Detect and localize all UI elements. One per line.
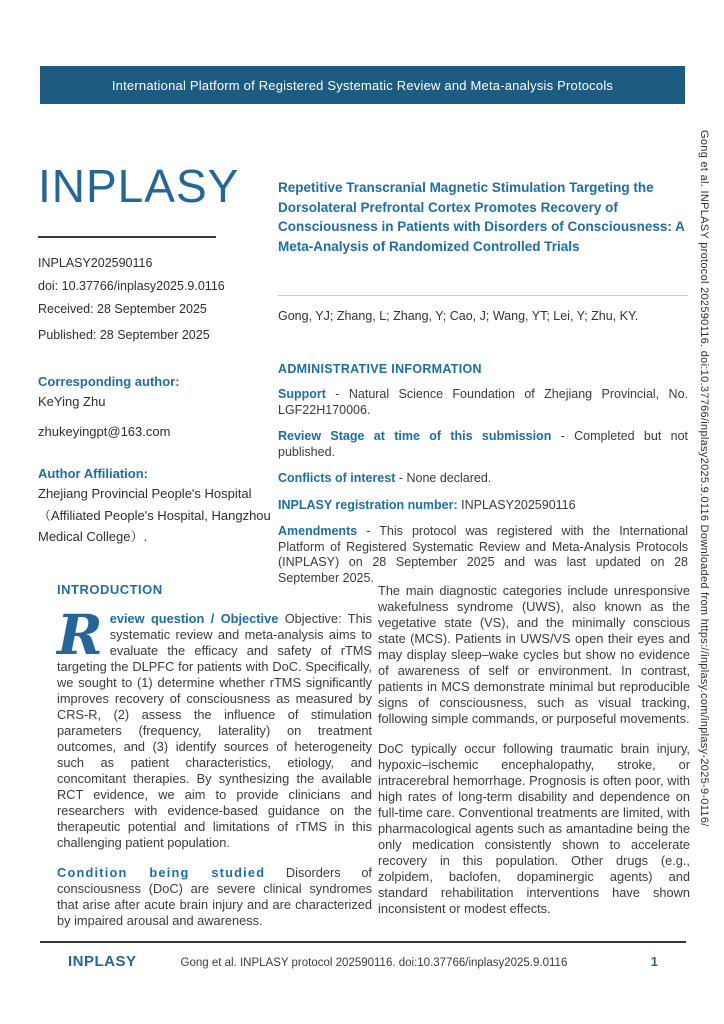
introduction-heading: INTRODUCTION: [57, 582, 163, 597]
journal-banner: [40, 66, 685, 104]
article-title: Repetitive Transcranial Magnetic Stimulation Targeting the Dorsolateral Prefrontal Cortex Promotes Recovery of Consciousness in Patients with Disorders of Consciousness: A Meta-Analysis of Randomized Controlled Trials: [278, 180, 685, 254]
registration-number-paragraph: [278, 498, 688, 514]
corresponding-author-name: KeYing Zhu: [38, 394, 106, 409]
conflicts-paragraph: [278, 471, 688, 487]
left-column: [38, 160, 272, 548]
journal-banner-text: International Platform of Registered Systematic Review and Meta-analysis Protocols: [111, 77, 614, 93]
amendments-paragraph: [278, 524, 688, 586]
objective-paragraph: [57, 602, 372, 851]
authors-divider: [278, 295, 688, 296]
dropcap-letter: R: [57, 602, 103, 667]
logo-divider: [38, 236, 216, 238]
registration-meta: [38, 252, 272, 347]
diagnostic-categories-paragraph: The main diagnostic categories include unresponsive wakefulness syndrome (UWS), also known as the vegetative state (VS), and the minimally conscious state (MCS). Patients in UWS/VS open their eyes and may display sleep–wake cycles but show no evidence of awareness of self or environment. In contrast, patients in MCS demonstrate minimal but reproducible signs of consciousness, such as visual tracking, following simple commands, or purposeful movements.: [378, 583, 690, 726]
review-stage-label: Review Stage at time of this submission: [278, 429, 552, 443]
corresponding-author-label: Corresponding author:: [38, 374, 180, 389]
received-date: Received: 28 September 2025: [38, 302, 207, 316]
amendments-label: Amendments: [278, 524, 358, 538]
background-column: [378, 580, 690, 929]
amendments-text: - This protocol was registered with the International Platform of Registered Systematic Review and Meta-Analysis Protocols (INPLASY) on 28 September 2025 and was last updated on 28 September 2025.: [278, 524, 688, 585]
intro-column: [57, 580, 372, 929]
condition-text: Disorders of consciousness (DoC) are severe clinical syndromes that arise after acute brain injury and are characterized by impaired arousal and awareness.: [57, 865, 372, 928]
affiliation-text: Zhejiang Provincial People's Hospital （Affiliated People's Hospital, Hangzhou Medical College）.: [38, 486, 271, 544]
etiology-prognosis-paragraph: DoC typically occur following traumatic brain injury, hypoxic–ischemic encephalopathy, stroke, or intracerebral hemorrhage. Prognosis is often poor, with high rates of long-term disability and dependence on full-time care. Conventional treatments are limited, with pharmacological agents such as amantadine being the only medication consistently shown to accelerate recovery in this population. Other drugs (e.g., zolpidem, baclofen, dopaminergic agents) and standard rehabilitation interventions have shown inconsistent or modest effects.: [378, 741, 690, 916]
right-column: [278, 178, 688, 586]
support-text: - Natural Science Foundation of Zhejiang Provincial, No. LGF22H170006.: [278, 387, 688, 417]
review-stage-text: - Completed but not published.: [278, 429, 688, 459]
corresponding-author-block: [38, 372, 272, 442]
conflicts-text: - None declared.: [395, 471, 492, 485]
published-date: Published: 28 September 2025: [38, 328, 210, 342]
objective-text: Objective: This systematic review and meta-analysis aims to evaluate the efficacy and safety of rTMS targeting the DLPFC for patients with DoC. Specifically, we sought to (1) determine whether rTMS significantly improves recovery of consciousness as measured by CRS-R, (2) assess the influence of stimulation parameters (frequency, laterality) on treatment outcomes, and (3) identify sources of heterogeneity such as patient characteristics, etiology, and concomitant therapies. By synthesizing the available RCT evidence, we aim to provide clinicians and researchers with evidence-based guidance on the therapeutic potential and limitations of rTMS in this challenging patient population.: [57, 611, 372, 850]
admin-heading: ADMINISTRATIVE INFORMATION: [278, 362, 482, 376]
registration-number-text: INPLASY202590116: [457, 497, 576, 512]
inplasy-logo: INPLASY: [38, 160, 240, 212]
condition-paragraph: [57, 865, 372, 929]
affiliation-label: Author Affiliation:: [38, 466, 148, 481]
footer-logo: INPLASY: [68, 953, 137, 970]
footer-citation: Gong et al. INPLASY protocol 202590116. doi:10.37766/inplasy2025.9.0116: [180, 957, 568, 969]
article-body: [57, 580, 690, 929]
footer: [40, 953, 686, 970]
registration-number-label: INPLASY registration number:: [278, 497, 458, 512]
support-paragraph: [278, 387, 688, 418]
condition-label: Condition being studied: [57, 865, 266, 880]
page-number: 1: [650, 954, 658, 969]
registration-id: INPLASY202590116: [38, 256, 153, 270]
corresponding-author-email: zhukeyingpt@163.com: [38, 424, 171, 439]
objective-label: eview question / Objective: [109, 611, 279, 626]
doi-line: doi: 10.37766/inplasy2025.9.0116: [38, 279, 225, 293]
footer-divider: [40, 941, 686, 943]
affiliation-block: [38, 466, 272, 548]
support-label: Support: [278, 387, 326, 401]
authors-line: Gong, YJ; Zhang, L; Zhang, Y; Cao, J; Wang, YT; Lei, Y; Zhu, KY.: [278, 309, 639, 323]
sidebar-citation: Gong et al. INPLASY protocol 202590116. doi:10.37766/inplasy2025.9.0116 Downloaded from https://inplasy.com/inplasy-2025-9-0116/: [698, 130, 710, 827]
conflicts-label: Conflicts of interest: [278, 471, 396, 485]
review-stage-paragraph: [278, 429, 688, 460]
